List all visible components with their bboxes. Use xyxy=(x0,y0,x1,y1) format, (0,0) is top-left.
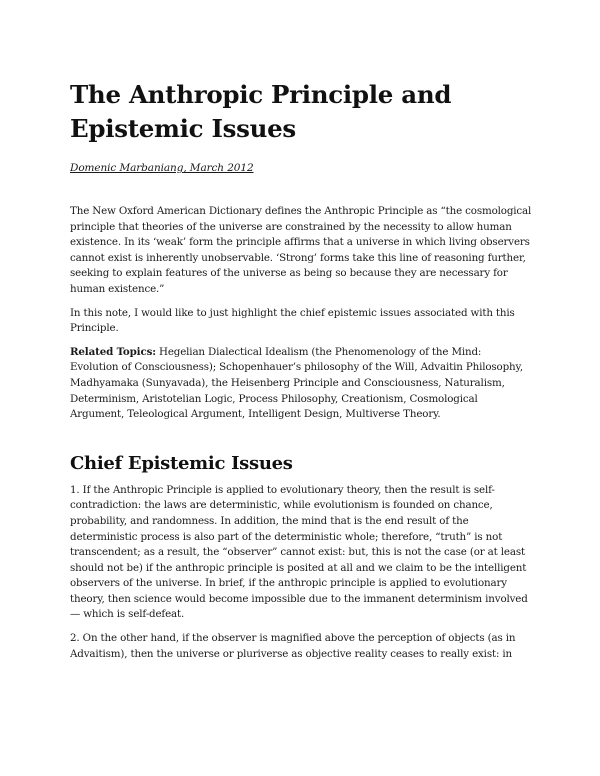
note-paragraph: In this note, I would like to just highlight the chief epistemic issues associated with this Principle. xyxy=(70,306,515,335)
related-topics-label: Related Topics: xyxy=(70,345,156,358)
intro-paragraph: The New Oxford American Dictionary defines the Anthropic Principle as “the cosmological principle that theories of the universe are constrained by the necessity to allow human existence. In its ‘weak’ form the principle affirms that a universe in which living observers cannot exist is inherently unobservable. ‘Strong’ forms take this line of reasoning further, seeking to explain features of the universe as being so because they are necessary for human existence.” xyxy=(70,205,532,295)
issue-paragraph-2: 2. On the other hand, if the observer is magnified above the perception of objects (as in Advaitism), then the universe or pluriverse as objective reality ceases to really exist: in xyxy=(70,632,516,660)
related-topics-paragraph xyxy=(70,345,532,423)
author-byline: Domenic Marbaniang, March 2012 xyxy=(70,162,254,174)
document-title xyxy=(70,78,532,146)
title-line-1: The Anthropic Principle and xyxy=(70,80,452,109)
title-line-2: Epistemic Issues xyxy=(70,114,296,143)
issue-paragraph-1: 1. If the Anthropic Principle is applied to evolutionary theory, then the result is self-contradiction: the laws are deterministic, while evolutionism is founded on chance, probability, and randomness. In addition, the mind that is the end result of the deterministic process is also part of the deterministic whole; therefore, “truth” is not transcendent; as a result, the “observer” cannot exist: but, this is not the case (or at least should not be) if the anthropic principle is posited at all and we claim to be the intelligent observers of the universe. In brief, if the anthropic principle is applied to evolutionary theory, then science would become impossible due to the immanent determinism involved — which is self-defeat. xyxy=(70,483,528,621)
document-page xyxy=(70,78,532,662)
section-heading: Chief Epistemic Issues xyxy=(70,452,293,474)
related-topics-text: Hegelian Dialectical Idealism (the Phenomenology of the Mind: Evolution of Consciousness); Schopenhauer’s philosophy of the Will, Advaitin Philosophy, Madhyamaka (Sunyavada), the Heisenberg Principle and Consciousness, Naturalism, Determinism, Aristotelian Logic, Process Philosophy, Creationism, Cosmological Argument, Teleological Argument, Intelligent Design, Multiverse Theory. xyxy=(70,345,523,421)
